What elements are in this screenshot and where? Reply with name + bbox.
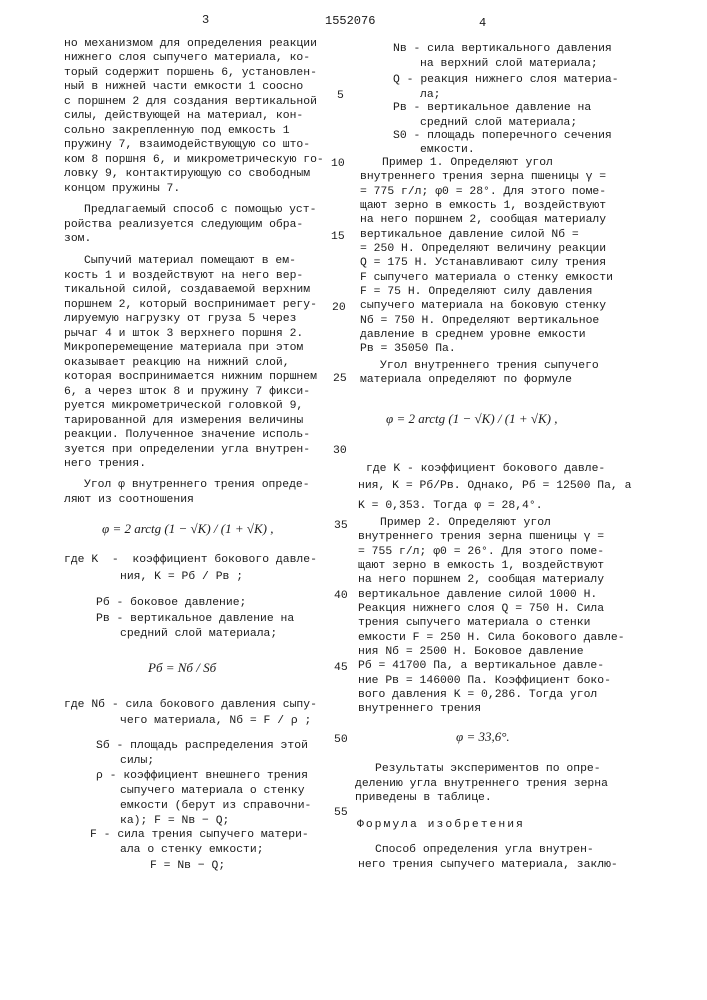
text-line: ние Pв = 146000 Па. Коэффициент боко- — [358, 675, 611, 687]
definition-line: на верхний слой материала; — [420, 58, 598, 70]
definition-line: S0 - площадь поперечного сечения — [393, 130, 612, 142]
definition-line: средний слой материала; — [420, 117, 578, 129]
example-1-heading-line: Пример 1. Определяют угол — [382, 157, 553, 169]
text-line: Pв = 35050 Па. — [360, 343, 456, 355]
text-line: тикальной силой, создаваемой верхним — [64, 284, 311, 296]
text-line: с поршнем 2 для создания вертикальной — [64, 96, 317, 108]
line-number: 35 — [334, 520, 348, 532]
text-line: F = 75 Н. Определяют силу давления — [360, 286, 593, 298]
text-line: зуется при определении угла внутрен- — [64, 444, 311, 456]
text-line: делению угла внутреннего трения зерна — [355, 778, 608, 790]
text-line: Nб = 750 Н. Определяют вертикальное — [360, 315, 600, 327]
text-line: F сыпучего материала о стенку емкости — [360, 272, 613, 284]
text-line: сыпучего материала на боковую стенку — [360, 300, 607, 312]
definition-line: Pв - вертикальное давление на — [96, 613, 295, 625]
text-line: лируемую нагрузку от груза 5 через — [64, 313, 297, 325]
text-line: руется микрометрической головкой 9, — [64, 400, 304, 412]
formula-result: φ = 33,6°. — [456, 729, 510, 744]
line-number: 40 — [334, 590, 348, 602]
text-line: ный в нижней части емкости 1 соосно — [64, 81, 304, 93]
line-number: 25 — [333, 373, 347, 385]
text-line: где K - коэффициент бокового давле- — [366, 463, 606, 475]
text-line: = 775 г/л; φ0 = 28°. Для этого поме- — [360, 186, 607, 198]
definition-line: где Nб - сила бокового давления сыпу- — [64, 699, 317, 711]
text-line: него трения сыпучего материала, заклю- — [358, 859, 618, 871]
definition-line: сыпучего материала о стенку — [120, 785, 305, 797]
definition-line: Nв - сила вертикального давления — [393, 43, 612, 55]
definition-line: Pб - боковое давление; — [96, 597, 247, 609]
text-line: приведены в таблице. — [355, 792, 492, 804]
definition-line: средний слой материала; — [120, 628, 278, 640]
definition-line: ка); F = Nв − Q; — [120, 815, 230, 827]
definition-line: Sб - площадь распределения этой — [96, 740, 308, 752]
definition-line: емкости. — [420, 144, 475, 156]
text-line: ния, K = Pб/Pв. Однако, Pб = 12500 Па, а — [358, 480, 632, 492]
formula-arctg: φ = 2 arctg (1 − √K) / (1 + √K) , — [102, 521, 274, 536]
text-line: внутреннего трения зерна пшеницы γ = — [358, 531, 605, 543]
text-line: нижнего слоя сыпучего материала, ко- — [64, 52, 311, 64]
definition-line: F = Nв − Q; — [150, 860, 226, 872]
patent-number: 1552076 — [325, 14, 376, 28]
definition-line: чего материала, Nб = F / ρ ; — [120, 715, 312, 727]
text-line: ния Nб = 2500 Н. Боковое давление — [358, 646, 584, 658]
text-line: ляют из соотношения — [64, 494, 194, 506]
line-number: 50 — [334, 734, 348, 746]
text-line: ловку 9, контактирующую со свободным — [64, 168, 311, 180]
text-line: = 250 Н. Определяют величину реакции — [360, 243, 607, 255]
text-line: вертикальное давление силой 1000 Н. — [358, 589, 598, 601]
definition-line: ла; — [420, 89, 441, 101]
text-line: Микроперемещение материала при этом — [64, 342, 304, 354]
text-line: на него поршнем 2, сообщая материалу — [360, 214, 607, 226]
definition-line: ρ - коэффициент внешнего трения — [96, 770, 308, 782]
text-line: ком 8 поршня 6, и микрометрическую го- — [64, 154, 324, 166]
line-number: 20 — [332, 302, 346, 314]
text-line: внутреннего трения — [358, 703, 482, 715]
text-line: рычаг 4 и шток 3 верхнего поршня 2. — [64, 328, 304, 340]
text-line: Способ определения угла внутрен- — [375, 844, 594, 856]
definition-line: емкости (берут из справочни- — [120, 800, 312, 812]
definition-line: силы; — [120, 755, 155, 767]
text-line: Pб = 41700 Па, а вертикальное давле- — [358, 660, 605, 672]
text-line: но механизмом для определения реакции — [64, 38, 317, 50]
text-line: тарированной для измерения величины — [64, 415, 304, 427]
line-number: 55 — [334, 807, 348, 819]
line-number: 45 — [334, 662, 348, 674]
text-line: трения сыпучего материала о стенки — [358, 617, 591, 629]
text-line: него трения. — [64, 458, 147, 470]
example-2-heading-line: Пример 2. Определяют угол — [380, 517, 551, 529]
page-number-left: 3 — [202, 13, 210, 27]
line-number: 5 — [337, 90, 344, 102]
text-line: материала определяют по формуле — [360, 374, 572, 386]
text-line: концом пружины 7. — [64, 183, 181, 195]
text-line: давление в среднем уровне емкости — [360, 329, 586, 341]
line-number: 15 — [331, 231, 345, 243]
text-line: поршнем 2, который воспринимает регу- — [64, 299, 317, 311]
formula-arctg-2: φ = 2 arctg (1 − √K) / (1 + √K) , — [386, 411, 558, 426]
definition-line: F - сила трения сыпучего матери- — [90, 829, 309, 841]
page-number-right: 4 — [479, 16, 487, 30]
text-line: Предлагаемый способ с помощью уст- — [84, 204, 317, 216]
text-line: пружину 7, взаимодействующую со што- — [64, 139, 311, 151]
text-line: на него поршнем 2, сообщая материалу — [358, 574, 605, 586]
text-line: = 755 г/л; φ0 = 26°. Для этого поме- — [358, 546, 605, 558]
text-line: которая воспринимается нижним поршнем — [64, 371, 317, 383]
text-line: оказывает реакцию на нижний слой, — [64, 357, 290, 369]
text-line: торый содержит поршень 6, установлен- — [64, 67, 317, 79]
text-line: зом. — [64, 233, 92, 245]
text-line: щают зерно в емкость 1, воздействуют — [360, 200, 607, 212]
text-line: силы, действующей на материал, кон- — [64, 110, 304, 122]
definition-line: ния, K = Pб / Pв ; — [120, 571, 244, 583]
line-number: 30 — [333, 445, 347, 457]
claims-heading: Формула изобретения — [357, 819, 525, 831]
text-line: кость 1 и воздействуют на него вер- — [64, 270, 304, 282]
text-line: сольно закрепленную под емкость 1 — [64, 125, 290, 137]
definition-line: Q - реакция нижнего слоя материа- — [393, 74, 619, 86]
text-line: 6, а через шток 8 и пружину 7 фикси- — [64, 386, 311, 398]
text-line: K = 0,353. Тогда φ = 28,4°. — [358, 500, 543, 512]
text-line: вого давления K = 0,286. Тогда угол — [358, 689, 598, 701]
text-line: Угол внутреннего трения сыпучего — [380, 360, 599, 372]
text-line: ройства реализуется следующим обра- — [64, 219, 304, 231]
text-line: вертикальное давление силой Nб = — [360, 229, 579, 241]
text-line: Угол φ внутреннего трения опреде- — [84, 479, 310, 491]
text-line: щают зерно в емкость 1, воздействуют — [358, 560, 605, 572]
text-line: внутреннего трения зерна пшеницы γ = — [360, 171, 607, 183]
line-number: 10 — [331, 158, 345, 170]
definition-line: Pв - вертикальное давление на — [393, 102, 592, 114]
text-line: реакции. Полученное значение исполь- — [64, 429, 311, 441]
definition-line: где K - коэффициент бокового давле- — [64, 554, 317, 566]
text-line: емкости F = 250 Н. Сила бокового давле- — [358, 632, 625, 644]
text-line: Реакция нижнего слоя Q = 750 Н. Сила — [358, 603, 605, 615]
definition-line: ала о стенку емкости; — [120, 844, 264, 856]
text-line: Результаты экспериментов по опре- — [375, 763, 601, 775]
formula-pb: Pб = Nб / Sб — [148, 660, 217, 675]
text-line: Сыпучий материал помещают в ем- — [84, 255, 296, 267]
text-line: Q = 175 Н. Устанавливают силу трения — [360, 257, 607, 269]
